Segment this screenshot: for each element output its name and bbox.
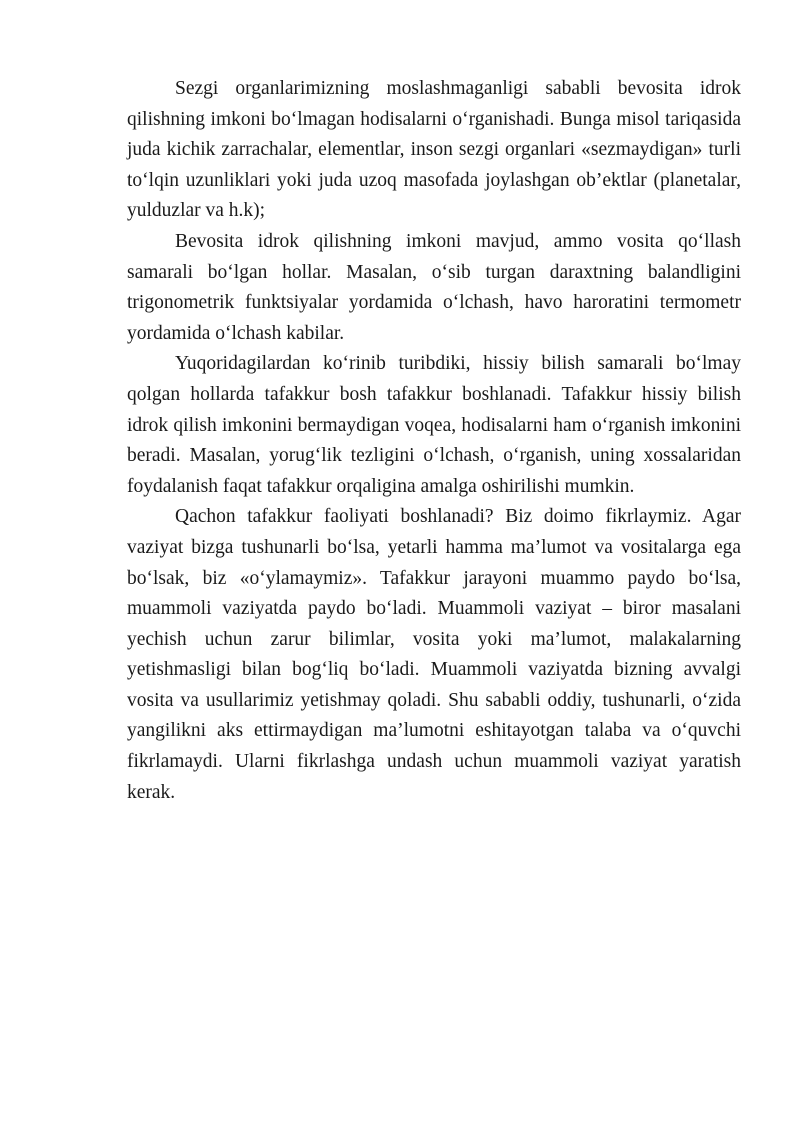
paragraph-3: Yuqoridagilardan ko‘rinib turibdiki, hissiy bilish samarali bo‘lmay qolgan hollarda tafakkur bosh tafakkur boshlanadi. Tafakkur hissiy bilish idrok qilish imkonini bermaydigan voqea, hodisalarni ham o‘rganish imkonini beradi. Masalan, yorug‘lik tezligini o‘lchash, o‘rganish, uning xossalaridan foydalanish faqat tafakkur orqaligina amalga oshirilishi mumkin. <box>127 353 741 497</box>
paragraph-4: Qachon tafakkur faoliyati boshlanadi? Biz doimo fikrlaymiz. Agar vaziyat bizga tushunarli bo‘lsa, yetarli hamma ma’lumot va vositalarga ega bo‘lsak, biz «o‘ylamaymiz». Tafakkur jarayoni muammo paydo bo‘lsa, muammoli vaziyatda paydo bo‘ladi. Muammoli vaziyat – biror masalani yechish uchun zarur bilimlar, vosita yoki ma’lumot, malakalarning yetishmasligi bilan bog‘liq bo‘ladi. Muammoli vaziyatda bizning avvalgi vosita va usullarimiz yetishmay qoladi. Shu sababli oddiy, tushunarli, o‘zida yangilikni aks ettirmaydigan ma’lumotni eshitayotgan talaba va o‘quvchi fikrlamaydi. Ularni fikrlashga undash uchun muammoli vaziyat yaratish kerak. <box>127 506 741 803</box>
document-body <box>127 74 741 808</box>
paragraph-2: Bevosita idrok qilishning imkoni mavjud, ammo vosita qo‘llash samarali bo‘lgan hollar. Masalan, o‘sib turgan daraxtning balandligini trigonometrik funktsiyalar yordamida o‘lchash, havo haroratini termometr yordamida o‘lchash kabilar. <box>127 230 741 344</box>
paragraph-1: Sezgi organlarimizning moslashmaganligi sababli bevosita idrok qilishning imkoni bo‘lmagan hodisalarni o‘rganishadi. Bunga misol tariqasida juda kichik zarrachalar, elementlar, inson sezgi organlari «sezmaydigan» turli to‘lqin uzunliklari yoki juda uzoq masofada joylashgan ob’ektlar (planetalar, yulduzlar va h.k); <box>127 78 741 222</box>
